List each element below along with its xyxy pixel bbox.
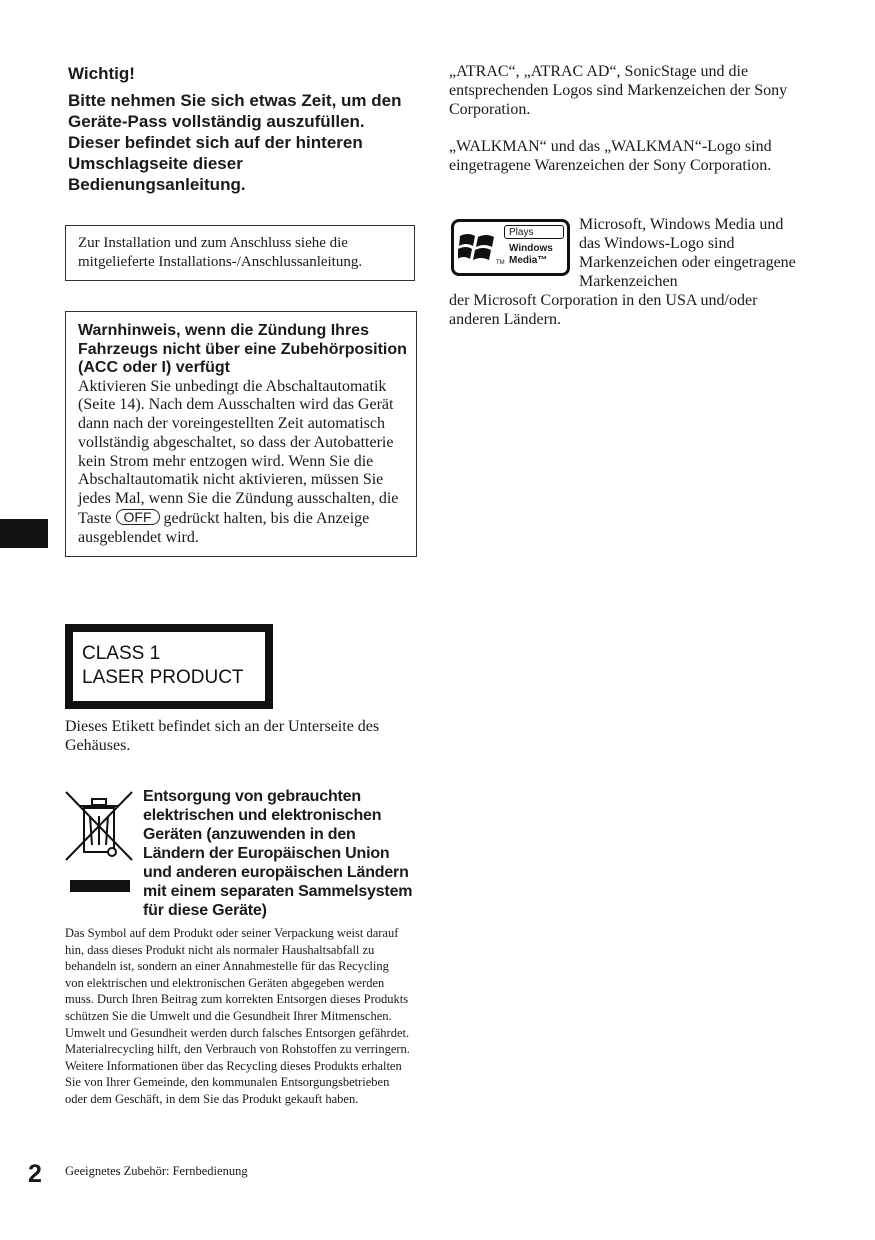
ignition-warning-title: Warnhinweis, wenn die Zündung Ihres Fahrzeugs nicht über eine Zubehörposition (ACC oder I) verfügt bbox=[78, 322, 407, 376]
windows-flag-icon bbox=[458, 228, 496, 266]
tm-mark: TM bbox=[496, 260, 505, 266]
installation-note-box bbox=[65, 225, 415, 281]
weee-disposal-title: Entsorgung von gebrauchten elektrischen und elektronischen Geräten (anzuwenden in den Ländern der Europäischen Union und anderen europäischen Ländern mit einem separaten Sammelsystem für diese Geräte) bbox=[143, 788, 413, 919]
important-heading: Wichtig! bbox=[68, 64, 135, 83]
plays-label: Plays bbox=[504, 225, 564, 239]
page-number: 2 bbox=[28, 1160, 42, 1188]
windows-label: Windows bbox=[509, 243, 553, 254]
section-tab-marker bbox=[0, 519, 48, 548]
accessory-note: Geeignetes Zubehör: Fernbedienung bbox=[65, 1164, 248, 1178]
laser-product-label bbox=[65, 624, 273, 709]
weee-disposal-text: Das Symbol auf dem Produkt oder seiner Verpackung weist darauf hin, dass dieses Produkt nicht als normaler Haushaltsabfall zu behandeln ist, sondern an einer Annahmestelle für das Recycling von elektrischen und elektronischen Geräten abgegeben werden muss. Durch Ihren Beitrag zum korrekten Entsorgen dieses Produkts schützen Sie die Umwelt und die Gesundheit Ihrer Mitmenschen. Umwelt und Gesundheit werden durch falsches Entsorgen gefährdet. Materialrecycling hilft, den Verbrauch von Rohstoffen zu verringern. Weitere Informationen über das Recycling dieses Produkts erhalten Sie von Ihrer Gemeinde, den kommunalen Entsorgungsbetrieben oder dem Geschäft, in dem Sie das Produkt gekauft haben. bbox=[65, 926, 410, 1106]
off-key-symbol: OFF bbox=[116, 509, 160, 525]
laser-label-inner bbox=[73, 632, 265, 701]
atrac-trademark-text: „ATRAC“, „ATRAC AD“, SonicStage und die entsprechenden Logos sind Markenzeichen der Sony Corporation. bbox=[449, 63, 788, 118]
media-label: Media™ bbox=[509, 255, 548, 266]
walkman-trademark-text: „WALKMAN“ und das „WALKMAN“-Logo sind eingetragene Warenzeichen der Sony Corporation. bbox=[449, 138, 772, 174]
ignition-warning-text bbox=[78, 378, 408, 548]
microsoft-trademark-text-continued: der Microsoft Corporation in den USA und/oder anderen Ländern. bbox=[449, 292, 758, 328]
microsoft-trademark-text: Microsoft, Windows Media und das Windows-Logo sind Markenzeichen oder eingetragene Markenzeichen bbox=[579, 216, 796, 290]
installation-note-text: Zur Installation und zum Anschluss siehe die mitgelieferte Installations-/Anschlussanleitung. bbox=[78, 235, 363, 270]
label-location-note: Dieses Etikett befindet sich an der Unterseite des Gehäuses. bbox=[65, 718, 380, 754]
laser-product-text: LASER PRODUCT bbox=[82, 667, 244, 688]
plays-windows-media-logo bbox=[451, 219, 570, 276]
warning-text-part1: Aktivieren Sie unbedingt die Abschaltautomatik (Seite 14). Nach dem Ausschalten wird das Gerät dann nach der voreingestellten Zeit automatisch vollständig abgeschaltet, so dass der Autobatterie kein Strom mehr entzogen wird. Wenn Sie die Abschaltautomatik nicht aktivieren, müssen Sie jedes Mal, wenn Sie die Zündung ausschalten, die Taste bbox=[78, 377, 399, 528]
weee-bar-symbol bbox=[70, 880, 130, 892]
warning-text-part2: gedrückt halten, bis die Anzeige ausgeblendet wird. bbox=[78, 510, 370, 546]
important-notice: Bitte nehmen Sie sich etwas Zeit, um den Geräte-Pass vollständig auszufüllen. Dieser befindet sich auf der hinteren Umschlagseite dieser Bedienungsanleitung. bbox=[68, 91, 402, 194]
ignition-warning-box bbox=[65, 311, 417, 557]
laser-class-text: CLASS 1 bbox=[82, 643, 161, 664]
crossed-out-wheelie-bin-icon bbox=[64, 790, 134, 862]
